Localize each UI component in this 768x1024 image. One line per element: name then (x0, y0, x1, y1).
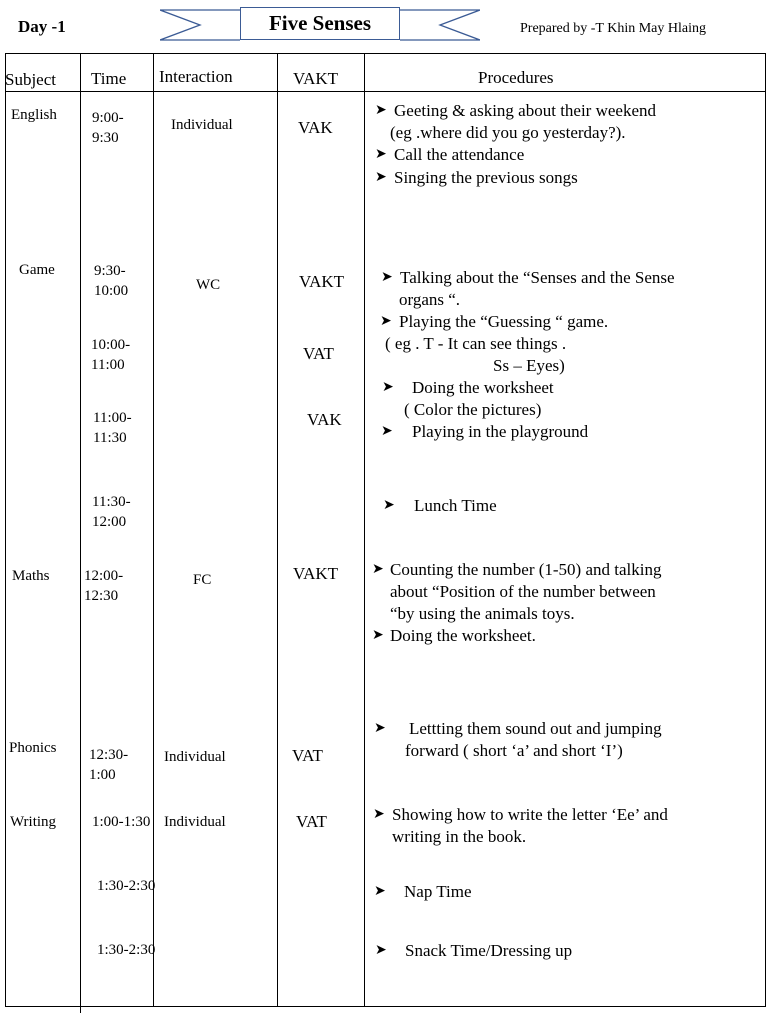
column-header-time: Time (91, 69, 127, 88)
procedure-line: Showing how to write the letter ‘Ee’ and (392, 805, 668, 824)
time-nap: 1:30-2:30 (97, 878, 156, 894)
arrow-bullet-icon: ➤ (382, 380, 394, 395)
procedure-line: Lunch Time (414, 496, 497, 515)
procedure-line: Talking about the “Senses and the Sense (400, 268, 675, 287)
column-header-subject: Subject (5, 70, 56, 89)
subject-game: Game (19, 262, 55, 278)
procedure-line: forward ( short ‘a’ and short ‘I’) (405, 741, 623, 760)
procedure-line: Doing the worksheet. (390, 626, 536, 645)
arrow-bullet-icon: ➤ (373, 807, 385, 822)
procedure-line: ( Color the pictures) (404, 400, 542, 419)
vakt-game-3: VAK (307, 410, 342, 429)
interaction-writing: Individual (164, 814, 226, 830)
procedure-line: Nap Time (404, 882, 472, 901)
procedure-line: “by using the animals toys. (390, 604, 575, 623)
author-label: Prepared by -T Khin May Hlaing (520, 21, 706, 36)
arrow-bullet-icon: ➤ (380, 314, 392, 329)
page-title: Five Senses (240, 7, 400, 40)
arrow-bullet-icon: ➤ (375, 147, 387, 162)
procedure-line: Ss – Eyes) (493, 356, 565, 375)
arrow-bullet-icon: ➤ (375, 103, 387, 118)
time-game-2: 10:00- 11:00 (91, 337, 131, 373)
vakt-maths: VAKT (293, 564, 339, 583)
arrow-bullet-icon: ➤ (372, 562, 384, 577)
procedure-line: Playing the “Guessing “ game. (399, 312, 609, 331)
column-divider (277, 53, 278, 1006)
vakt-english: VAK (298, 118, 333, 137)
arrow-bullet-icon: ➤ (374, 721, 386, 736)
column-divider (80, 53, 81, 1013)
interaction-game: WC (196, 277, 221, 293)
subject-english: English (11, 107, 57, 123)
time-game-3: 11:00- 11:30 (93, 410, 132, 446)
time-game-1: 9:30- 10:00 (94, 263, 129, 299)
vakt-phonics: VAT (292, 746, 323, 765)
procedure-line: about “Position of the number between (390, 582, 656, 601)
vakt-game-2: VAT (303, 344, 334, 363)
arrow-bullet-icon: ➤ (383, 498, 395, 513)
procedure-line: Lettting them sound out and jumping (409, 719, 662, 738)
column-divider (364, 53, 365, 1006)
header-row-divider (5, 91, 765, 92)
arrow-bullet-icon: ➤ (375, 170, 387, 185)
procedure-line: Snack Time/Dressing up (405, 941, 573, 960)
interaction-maths: FC (193, 572, 212, 588)
procedure-line: ( eg . T - It can see things . (385, 334, 567, 353)
column-divider (153, 53, 154, 1006)
column-header-procedures: Procedures (478, 68, 554, 87)
time-phonics: 12:30- 1:00 (89, 747, 129, 783)
subject-writing: Writing (10, 814, 57, 830)
subject-phonics: Phonics (9, 740, 57, 756)
procedure-line: Geeting & asking about their weekend (394, 101, 657, 120)
time-game-4: 11:30- 12:00 (92, 494, 131, 530)
interaction-english: Individual (171, 117, 233, 133)
time-writing: 1:00-1:30 (92, 814, 151, 830)
vakt-writing: VAT (296, 812, 327, 831)
arrow-bullet-icon: ➤ (375, 943, 387, 958)
column-header-vakt: VAKT (293, 69, 339, 88)
column-header-interaction: Interaction (159, 67, 233, 86)
arrow-bullet-icon: ➤ (381, 424, 393, 439)
arrow-bullet-icon: ➤ (381, 270, 393, 285)
day-label: Day -1 (18, 17, 66, 36)
vakt-game-1: VAKT (299, 272, 345, 291)
arrow-bullet-icon: ➤ (372, 628, 384, 643)
procedure-line: organs “. (399, 290, 461, 309)
time-english: 9:00- 9:30 (92, 110, 124, 146)
procedure-line: (eg .where did you go yesterday?). (390, 123, 626, 142)
procedure-line: writing in the book. (392, 827, 527, 846)
procedure-line: Doing the worksheet (412, 378, 554, 397)
time-maths: 12:00- 12:30 (84, 568, 124, 604)
time-snack: 1:30-2:30 (97, 942, 156, 958)
procedure-line: Singing the previous songs (394, 168, 578, 187)
interaction-phonics: Individual (164, 749, 226, 765)
subject-maths: Maths (12, 568, 50, 584)
arrow-bullet-icon: ➤ (374, 884, 386, 899)
procedure-line: Counting the number (1-50) and talking (390, 560, 662, 579)
procedure-line: Call the attendance (394, 145, 525, 164)
procedure-line: Playing in the playground (412, 422, 589, 441)
